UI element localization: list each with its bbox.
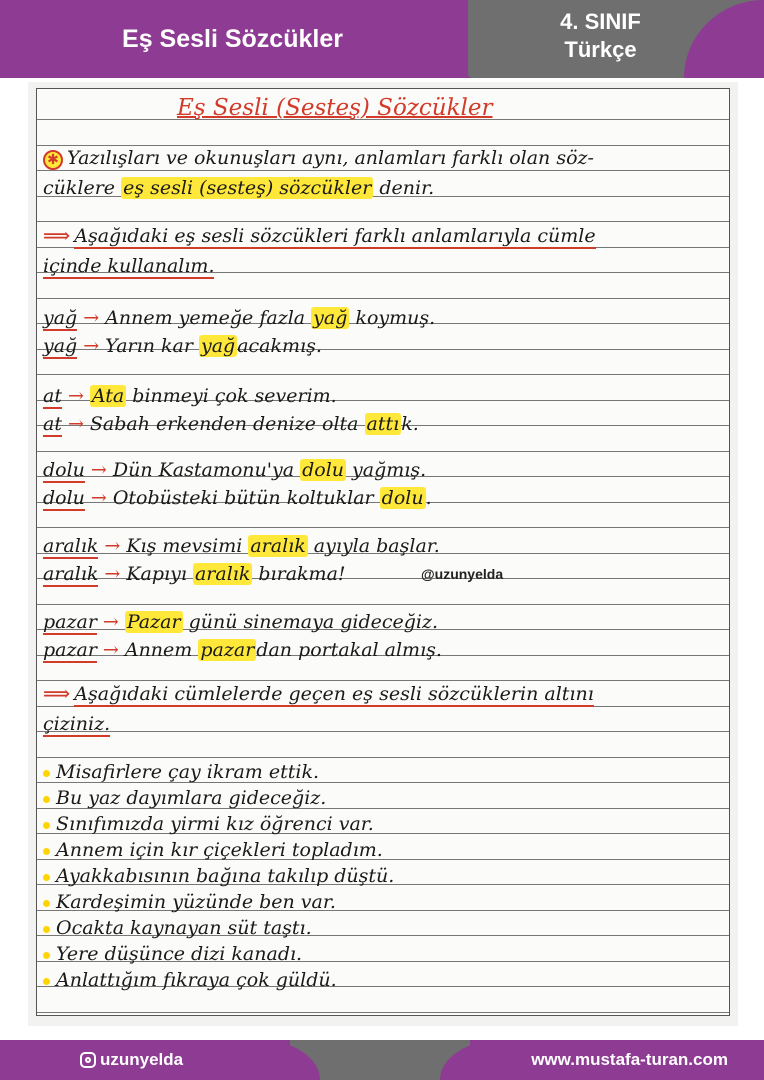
page-title: Eş Sesli Sözcükler bbox=[122, 24, 343, 53]
exercise-sentence: Bu yaz dayımlara gideceğiz. bbox=[43, 787, 326, 809]
exercise-sentence: Misafirlere çay ikram ettik. bbox=[43, 761, 319, 783]
bullet-icon bbox=[43, 952, 50, 959]
highlighted-word: dolu bbox=[302, 459, 345, 481]
definition-highlight: eş sesli (sesteş) sözcükler bbox=[123, 177, 372, 199]
example-sentence: pazar → Pazar günü sinemaya gideceğiz. bbox=[43, 611, 439, 633]
definition-line-2: cüklere eş sesli (sesteş) sözcükler denir. bbox=[43, 177, 435, 199]
arrow-right-icon: → bbox=[102, 639, 119, 661]
example-word: pazar bbox=[43, 639, 97, 661]
bullet-icon bbox=[43, 848, 50, 855]
exercise-sentence: Kardeşimin yüzünde ben var. bbox=[43, 891, 336, 913]
grade-label: 4. SINIF bbox=[560, 9, 641, 34]
page-footer bbox=[0, 1040, 764, 1080]
arrow-right-icon: → bbox=[67, 413, 84, 435]
highlighted-word: pazar bbox=[200, 639, 255, 661]
highlighted-word: aralık bbox=[250, 535, 306, 557]
bullet-icon bbox=[43, 978, 50, 985]
instruction-2-line-2: çiziniz. bbox=[43, 713, 111, 735]
arrow-right-icon: → bbox=[67, 385, 84, 407]
example-sentence: at → Ata binmeyi çok severim. bbox=[43, 385, 337, 407]
notebook-photo bbox=[28, 82, 738, 1026]
example-word: aralık bbox=[43, 563, 99, 585]
example-sentence: aralık → Kış mevsimi aralık ayıyla başlar. bbox=[43, 535, 440, 557]
example-word: yağ bbox=[43, 335, 78, 357]
example-word: dolu bbox=[43, 459, 85, 481]
arrow-right-icon: ⟹ bbox=[43, 683, 71, 705]
example-word: dolu bbox=[43, 487, 85, 509]
exercise-sentence: Yere düşünce dizi kanadı. bbox=[43, 943, 302, 965]
star-icon: ✱ bbox=[43, 150, 63, 170]
arrow-right-icon: ⟹ bbox=[43, 225, 71, 247]
instruction-1-line-1: ⟹ Aşağıdaki eş sesli sözcükleri farklı anlamlarıyla cümle bbox=[43, 225, 596, 247]
instruction-2-line-1: ⟹ Aşağıdaki cümlelerde geçen eş sesli sözcüklerin altını bbox=[43, 683, 594, 705]
bullet-icon bbox=[43, 822, 50, 829]
example-sentence: pazar → Annem pazar dan portakal almış. bbox=[43, 639, 442, 661]
definition-line-1: ✱ Yazılışları ve okunuşları aynı, anlamları farklı olan söz- bbox=[43, 147, 594, 170]
example-sentence: at → Sabah erkenden denize olta attı k. bbox=[43, 413, 419, 435]
watermark: @uzunyelda bbox=[421, 566, 504, 582]
exercise-sentence: Annem için kır çiçekleri topladım. bbox=[43, 839, 383, 861]
exercise-sentence: Ayakkabısının bağına takılıp düştü. bbox=[43, 865, 394, 887]
example-word: pazar bbox=[43, 611, 97, 633]
instruction-1-line-2: içinde kullanalım. bbox=[43, 255, 215, 277]
arrow-right-icon: → bbox=[83, 335, 100, 357]
grade-tab bbox=[468, 0, 764, 78]
bullet-icon bbox=[43, 926, 50, 933]
bullet-icon bbox=[43, 796, 50, 803]
highlighted-word: attı bbox=[366, 413, 400, 435]
example-sentence: yağ → Yarın kar yağ acakmış. bbox=[43, 335, 322, 357]
subject-label: Türkçe bbox=[564, 37, 637, 62]
arrow-right-icon: → bbox=[83, 307, 100, 329]
instagram-icon bbox=[80, 1052, 96, 1068]
highlighted-word: yağ bbox=[313, 307, 348, 329]
example-word: at bbox=[43, 413, 62, 435]
arrow-right-icon: → bbox=[102, 611, 119, 633]
arrow-right-icon: → bbox=[104, 535, 121, 557]
notebook-title: Eş Sesli (Sesteş) Sözcükler bbox=[177, 95, 493, 121]
bullet-icon bbox=[43, 900, 50, 907]
example-word: aralık bbox=[43, 535, 99, 557]
highlighted-word: Pazar bbox=[126, 611, 181, 633]
bullet-icon bbox=[43, 770, 50, 777]
instagram-handle[interactable]: uzunyelda bbox=[80, 1040, 183, 1080]
example-sentence: yağ → Annem yemeğe fazla yağ koymuş. bbox=[43, 307, 436, 329]
example-sentence: dolu → Otobüsteki bütün koltuklar dolu . bbox=[43, 487, 432, 509]
highlighted-word: aralık bbox=[194, 563, 251, 585]
exercise-sentence: Sınıfımızda yirmi kız öğrenci var. bbox=[43, 813, 374, 835]
example-sentence: dolu → Dün Kastamonu'ya dolu yağmış. bbox=[43, 459, 427, 481]
arrow-right-icon: → bbox=[104, 563, 121, 585]
exercise-sentence: Ocakta kaynayan süt taştı. bbox=[43, 917, 312, 939]
arrow-right-icon: → bbox=[90, 459, 107, 481]
highlighted-word: dolu bbox=[381, 487, 424, 509]
highlighted-word: yağ bbox=[200, 335, 236, 357]
example-word: yağ bbox=[43, 307, 78, 329]
bullet-icon bbox=[43, 874, 50, 881]
example-sentence: aralık → Kapıyı aralık bırakma! bbox=[43, 563, 346, 585]
exercise-sentence: Anlattığım fıkraya çok güldü. bbox=[43, 969, 337, 991]
website-link[interactable]: www.mustafa-turan.com bbox=[531, 1050, 728, 1069]
notebook-page bbox=[36, 88, 730, 1016]
page-header bbox=[0, 0, 764, 78]
example-word: at bbox=[43, 385, 62, 407]
arrow-right-icon: → bbox=[90, 487, 107, 509]
highlighted-word: Ata bbox=[91, 385, 125, 407]
